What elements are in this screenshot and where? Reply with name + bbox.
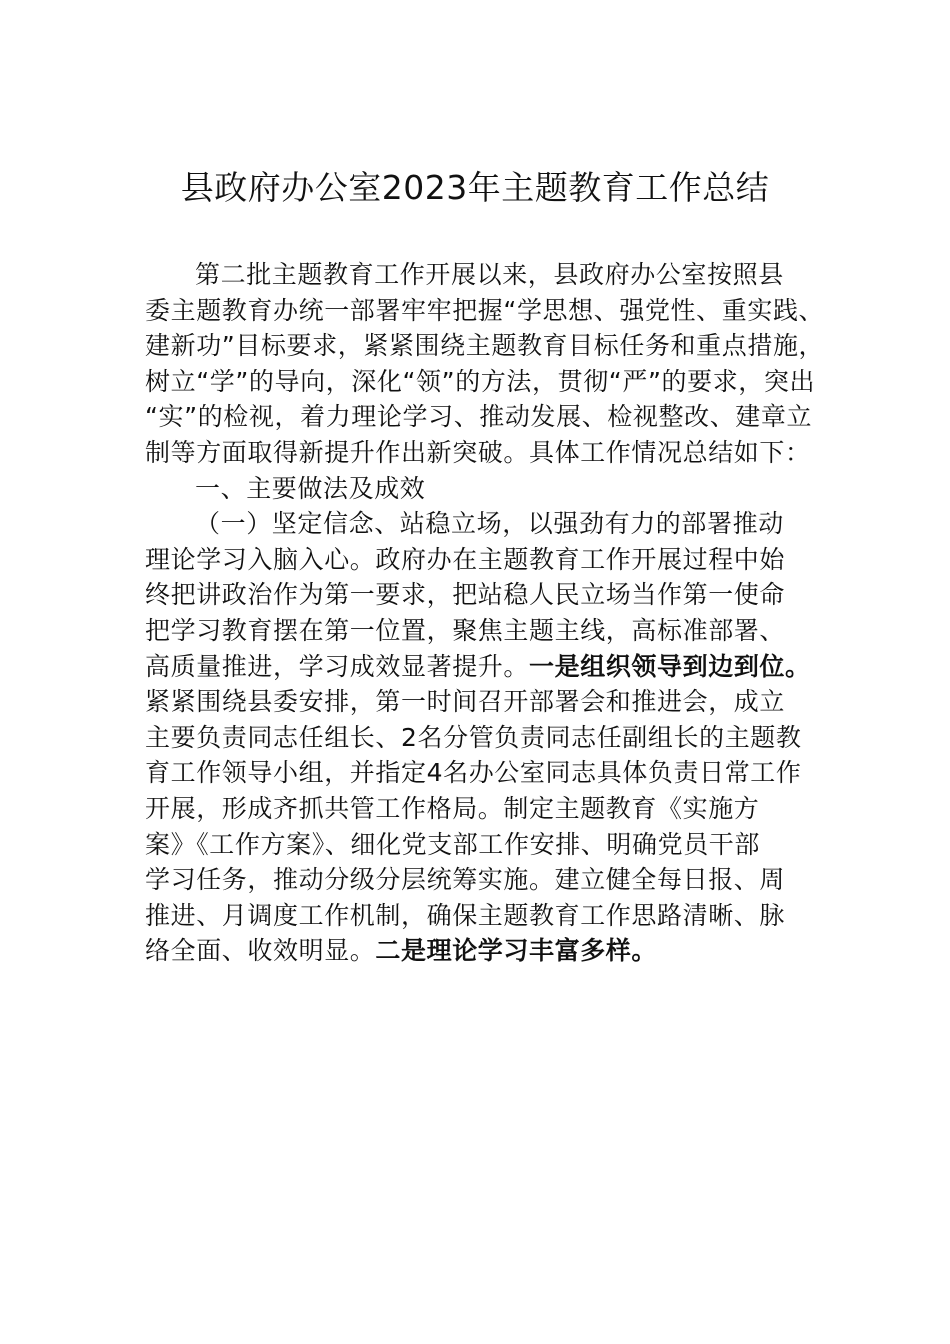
paragraph-line [145, 862, 835, 898]
paragraph-line [145, 328, 835, 364]
line-text: 紧紧围绕县委安排，第一时间召开部署会和推进会，成立 [145, 687, 786, 717]
paragraph-line [145, 791, 835, 827]
paragraph-line [145, 827, 835, 863]
line-text: 把学习教育摆在第一位置，聚焦主题主线，高标准部署、 [145, 615, 786, 645]
paragraph-line [145, 399, 835, 435]
paragraph-line [145, 293, 835, 329]
paragraph-line [145, 649, 835, 685]
paragraph-line [145, 435, 835, 471]
paragraph-line [145, 720, 835, 756]
line-text: 树立“学”的导向，深化“领”的方法，贯彻“严”的要求，突出 [145, 366, 816, 396]
paragraph-line [145, 257, 835, 293]
paragraph-line [145, 933, 835, 969]
paragraph-line [145, 898, 835, 934]
line-text: “实”的检视，着力理论学习、推动发展、检视整改、建章立 [145, 402, 813, 432]
section-heading [145, 471, 835, 507]
document-title: 县政府办公室2023年主题教育工作总结 [180, 168, 770, 207]
document-body [145, 257, 835, 969]
line-text: 主要负责同志任组长、2名分管负责同志任副组长的主题教 [145, 722, 802, 752]
line-text: 案》《工作方案》、细化党支部工作安排、明确党员干部 [145, 829, 761, 859]
paragraph-line [145, 542, 835, 578]
paragraph-line [145, 613, 835, 649]
bold-point-text: 二是理论学习丰富多样。 [375, 936, 658, 966]
bold-point-text: 一是组织领导到边到位。 [529, 651, 811, 681]
line-text: 学习任务，推动分级分层统筹实施。建立健全每日报、周 [145, 865, 786, 895]
line-text: 高质量推进，学习成效显著提升。 [145, 651, 530, 681]
paragraph-line [145, 364, 835, 400]
line-text: 建新功”目标要求，紧紧围绕主题教育目标任务和重点措施， [145, 331, 825, 361]
line-text: 开展，形成齐抓共管工作格局。制定主题教育《实施方 [145, 793, 760, 823]
paragraph-line [145, 684, 835, 720]
line-text: 理论学习入脑入心。政府办在主题教育工作开展过程中始 [145, 544, 786, 574]
line-text: 育工作领导小组，并指定4名办公室同志具体负责日常工作 [145, 758, 802, 788]
line-text: 一、主要做法及成效 [195, 473, 426, 503]
paragraph-line [145, 577, 835, 613]
line-text: 推进、月调度工作机制，确保主题教育工作思路清晰、脉 [145, 900, 786, 930]
line-text: （一）坚定信念、站稳立场，以强劲有力的部署推动 [195, 509, 784, 539]
line-text: 委主题教育办统一部署牢牢把握“学思想、强党性、重实践、 [145, 295, 825, 325]
line-text: 制等方面取得新提升作出新突破。具体工作情况总结如下： [145, 437, 811, 467]
paragraph-line [145, 755, 835, 791]
line-text: 终把讲政治作为第一要求，把站稳人民立场当作第一使命 [145, 580, 786, 610]
line-text: 第二批主题教育工作开展以来，县政府办公室按照县 [195, 260, 784, 289]
subsection-heading-line [145, 506, 835, 542]
line-text: 络全面、收效明显。 [145, 936, 376, 966]
